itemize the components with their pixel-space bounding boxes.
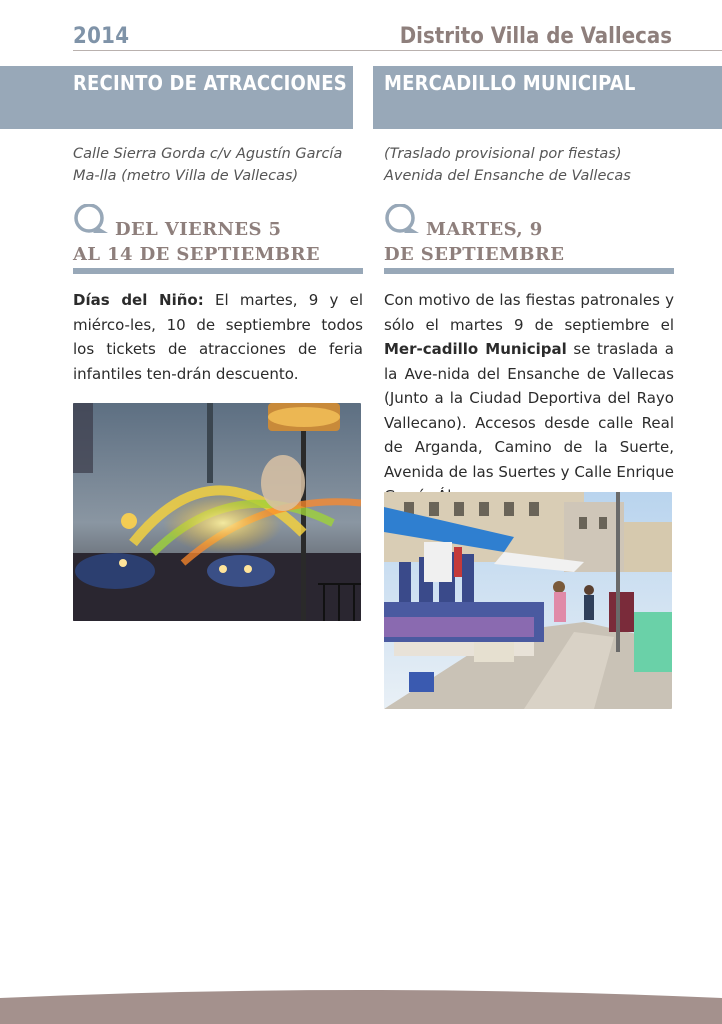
right-body-part1: Con motivo de las fiestas patronales y sólo el martes 9 de septiembre el bbox=[384, 291, 674, 334]
right-body-text bbox=[384, 288, 674, 509]
market-photo bbox=[384, 492, 672, 709]
right-section-title: MERCADILLO MUNICIPAL bbox=[384, 71, 636, 95]
left-body-bold: Días del Niño: bbox=[73, 291, 204, 309]
left-body-text bbox=[73, 288, 363, 386]
left-address: Calle Sierra Gorda c/v Agustín García Ma-lla (metro Villa de Vallecas) bbox=[73, 146, 343, 184]
date-magnifier-icon bbox=[73, 204, 109, 234]
district-title: Distrito Villa de Vallecas bbox=[399, 24, 672, 49]
footer-band bbox=[0, 986, 722, 1024]
fairground-photo bbox=[73, 403, 361, 621]
left-section-title: RECINTO DE ATRACCIONES bbox=[73, 71, 347, 95]
right-body-part2: se traslada a la Ave-nida del Ensanche de Vallecas (Junto a la Ciudad Deportiva del Rayo Vallecano). Accesos desde calle Real de Arganda, Camino de la Suerte, Avenida de las Suertes y Calle Enrique bbox=[384, 340, 674, 481]
header-divider bbox=[73, 50, 722, 51]
right-date-line1: MARTES, 9 bbox=[426, 219, 543, 240]
right-date-line2: DE SEPTIEMBRE bbox=[384, 244, 565, 265]
right-body-bold: Mer-cadillo Municipal bbox=[384, 340, 567, 358]
left-date-line1: DEL VIERNES 5 bbox=[115, 219, 282, 240]
left-date-rule bbox=[73, 268, 363, 274]
left-date-line2: AL 14 DE SEPTIEMBRE bbox=[73, 244, 321, 265]
date-magnifier-icon bbox=[384, 204, 420, 234]
page-year: 2014 bbox=[73, 24, 130, 49]
left-body-rest: El martes, 9 y el miérco-les, 10 de septiembre todos los tickets de atracciones de feria infantiles ten-drán descuento. bbox=[73, 291, 363, 383]
right-date-rule bbox=[384, 268, 674, 274]
right-address: (Traslado provisional por fiestas) Avenida del Ensanche de Vallecas bbox=[384, 146, 631, 184]
